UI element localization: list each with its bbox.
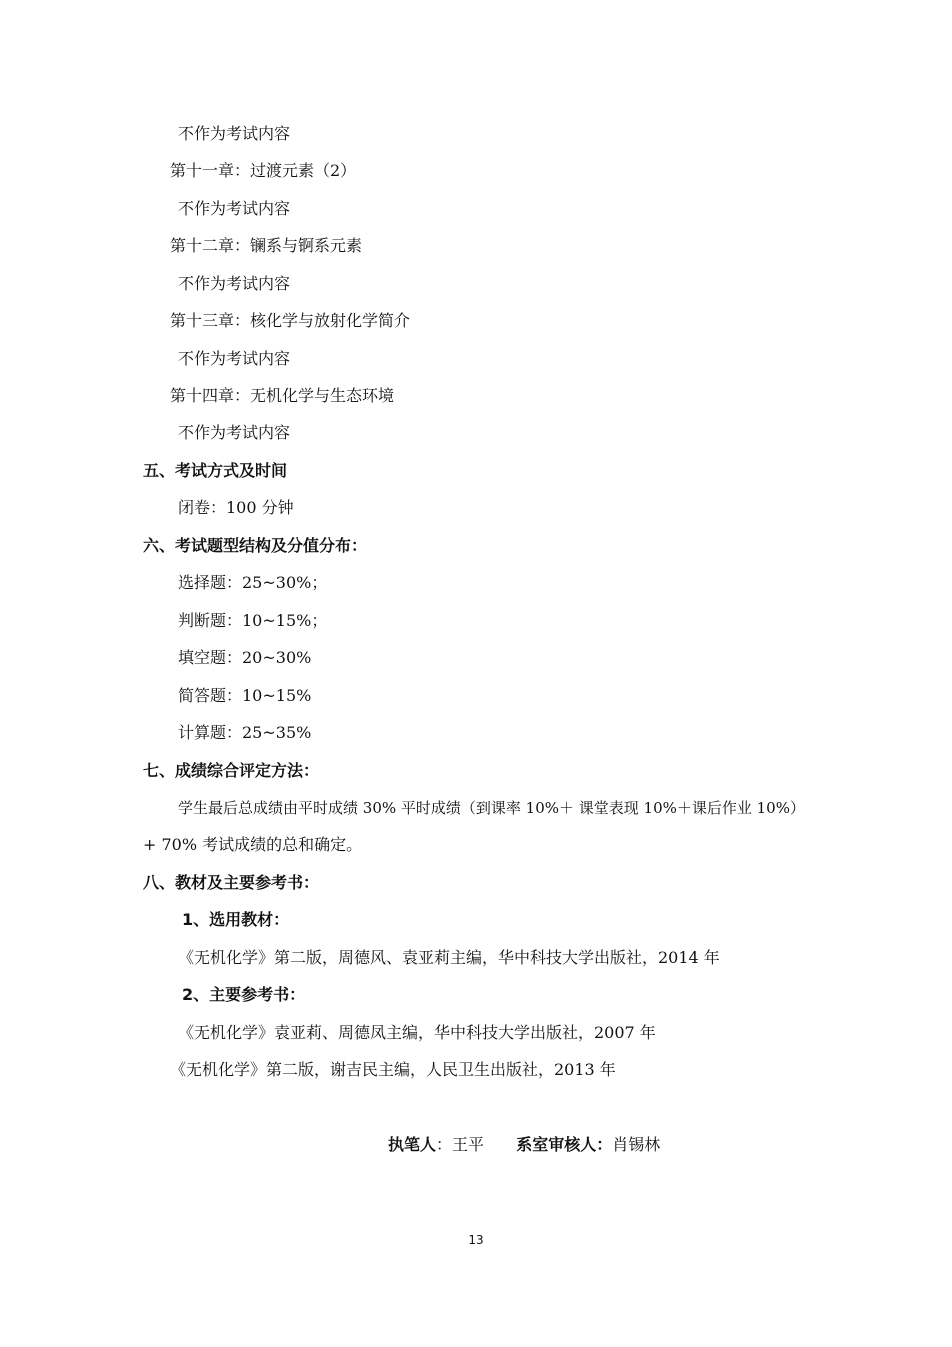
chapter-note: 不作为考试内容 [178,349,291,368]
question-type-item: 填空题：20~30% [178,648,312,667]
section-8-heading: 八、教材及主要参考书： [143,873,320,892]
chapter-13-title: 第十三章：核化学与放射化学简介 [170,311,411,330]
chapter-note: 不作为考试内容 [178,274,291,293]
textbook-item: 《无机化学》第二版，周德风、袁亚莉主编，华中科技大学出版社，2014 年 [178,948,720,967]
chapter-note: 不作为考试内容 [178,423,291,442]
reference-item: 《无机化学》袁亚莉、周德凤主编，华中科技大学出版社，2007 年 [178,1023,656,1042]
section-7-heading: 七、成绩综合评定方法： [143,761,320,780]
chapter-12-title: 第十二章：镧系与锕系元素 [170,236,363,255]
question-type-item: 选择题：25~30%； [178,573,328,592]
references-subheading: 2、主要参考书： [182,985,306,1004]
question-type-item: 判断题：10~15%； [178,611,328,630]
author-name: 王平 [452,1135,485,1154]
page-number: 13 [468,1233,484,1247]
grading-text-line-2: + 70% 考试成绩的总和确定。 [143,835,363,854]
section-6-heading: 六、考试题型结构及分值分布： [143,536,368,555]
question-type-item: 计算题：25~35% [178,723,312,742]
author-separator: ： [436,1135,453,1154]
chapter-11-title: 第十一章：过渡元素（2） [170,161,357,180]
section-5-heading: 五、考试方式及时间 [143,461,288,480]
reference-item: 《无机化学》第二版，谢吉民主编，人民卫生出版社，2013 年 [170,1060,616,1079]
textbook-subheading: 1、选用教材： [182,910,290,929]
grading-text-line-1: 学生最后总成绩由平时成绩 30% 平时成绩（到课率 10%＋ 课堂表现 10%＋课后作业 10%） [178,799,805,817]
exam-format: 闭卷：100 分钟 [178,498,294,517]
chapter-note: 不作为考试内容 [178,124,291,143]
reviewer-name: 肖锡林 [612,1135,661,1154]
chapter-14-title: 第十四章：无机化学与生态环境 [170,386,395,405]
signature-line [388,1135,660,1155]
reviewer-label: 系室审核人： [516,1135,613,1154]
author-label: 执笔人 [388,1135,437,1154]
chapter-note: 不作为考试内容 [178,199,291,218]
question-type-item: 简答题：10~15% [178,686,312,705]
